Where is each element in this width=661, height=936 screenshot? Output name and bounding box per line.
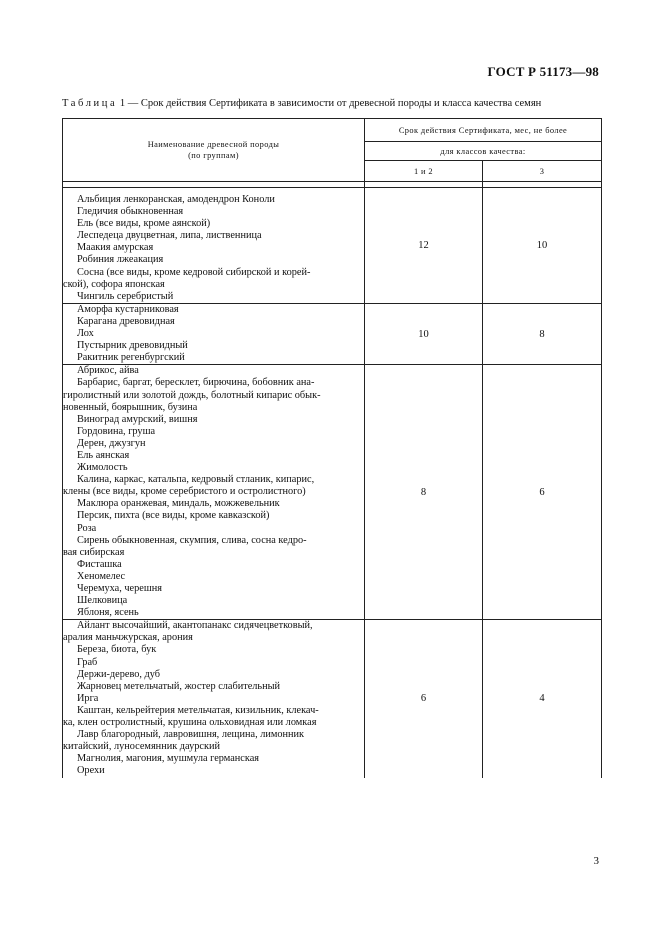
table-caption-number: 1 <box>119 98 126 109</box>
table-row <box>63 365 602 620</box>
species-line: Барбарис, баргат, бересклет, бирючина, бобовник ана- <box>77 377 315 389</box>
species-line: китайский, луносемянник даурский <box>63 741 220 753</box>
table-row <box>63 188 602 304</box>
species-list <box>63 188 365 304</box>
species-line: Чингиль серебристый <box>77 290 174 302</box>
species-line: ской), софора японская <box>63 278 165 290</box>
species-line: Шелковица <box>77 595 128 607</box>
species-line: Ель аянская <box>77 449 130 461</box>
species-line: Лавр благородный, лавровишня, лещина, лимонник <box>77 729 305 741</box>
species-line: ка, клен остролистный, крушина ольховидная или ломкая <box>63 717 317 729</box>
table-row <box>63 303 602 364</box>
term-column-header: Срок действия Сертификата, мес, не более <box>365 119 602 142</box>
species-line: Черемуха, черешня <box>77 583 163 594</box>
term-class-1-2: 10 <box>365 303 483 364</box>
species-line: Маакия амурская <box>77 242 154 254</box>
species-line: Яблоня, ясень <box>77 607 139 619</box>
species-line: Калина, каркас, катальпа, кедровый стланик, кипарис, <box>77 474 315 486</box>
species-line: Хеномелес <box>77 570 126 582</box>
species-header-line2: (по группам) <box>188 151 239 160</box>
species-list <box>63 365 365 620</box>
species-line: Сосна (все виды, кроме кедровой сибирской и корей- <box>77 266 311 278</box>
species-line: Каштан, кельрейтерия метельчатая, кизильник, клекач- <box>77 704 319 716</box>
class-1-2-header: 1 и 2 <box>365 161 483 182</box>
species-list <box>63 620 365 778</box>
document-code: ГОСТ Р 51173—98 <box>487 64 599 79</box>
species-line: Абрикос, айва <box>77 365 139 377</box>
species-line: Ирга <box>77 692 99 704</box>
species-line: Виноград амурский, вишня <box>77 413 198 425</box>
species-line: аралия маньчжурская, арония <box>63 632 193 644</box>
term-class-1-2: 8 <box>365 365 483 620</box>
species-line: Ель (все виды, кроме аянской) <box>77 218 211 230</box>
species-line: Держи-дерево, дуб <box>77 668 161 680</box>
certificate-term-table <box>62 118 602 778</box>
term-class-3: 8 <box>483 303 602 364</box>
page-number: 3 <box>593 855 599 867</box>
table-caption <box>62 98 602 109</box>
species-line: Жимолость <box>77 462 128 474</box>
species-line: Магнолия, магония, мушмула германская <box>77 753 260 765</box>
term-class-3: 6 <box>483 365 602 620</box>
term-class-3: 10 <box>483 188 602 304</box>
species-header-line1: Наименование древесной породы <box>147 140 280 149</box>
species-column-header <box>63 119 365 182</box>
species-line: Аморфа кустарниковая <box>77 303 179 315</box>
species-line: вая сибирская <box>63 546 125 558</box>
species-line: Персик, пихта (все виды, кроме кавказской) <box>77 510 270 522</box>
species-line: Гледичия обыкновенная <box>77 206 184 218</box>
class-subheader: для классов качества: <box>365 142 602 161</box>
species-line: Карагана древовидная <box>77 315 175 327</box>
table-row <box>63 620 602 778</box>
species-line: Граб <box>77 656 98 668</box>
term-class-3: 4 <box>483 620 602 778</box>
species-line: Пустырник древовидный <box>77 340 188 352</box>
species-line: Айлант высочайший, акантопанакс сидячецветковый, <box>77 620 313 632</box>
table-caption-label: Таблица <box>62 98 118 109</box>
species-list <box>63 303 365 364</box>
species-line: Фисташка <box>77 558 122 570</box>
species-line: Орехи <box>77 765 105 777</box>
species-line: Альбиция ленкоранская, амодендрон Коноли <box>77 194 275 205</box>
species-line: Сирень обыкновенная, скумпия, слива, сосна кедро- <box>77 534 307 546</box>
species-line: Лох <box>77 328 94 340</box>
species-line: Жарновец метельчатый, жостер слабительный <box>77 680 281 692</box>
term-class-1-2: 12 <box>365 188 483 304</box>
species-line: Ракитник регенбургский <box>77 352 185 364</box>
species-line: Роза <box>77 522 97 534</box>
species-line: новенный, боярышник, бузина <box>63 401 198 413</box>
species-line: гиролистный или золотой дождь, болотный кипарис обык- <box>63 389 321 401</box>
class-3-header: 3 <box>483 161 602 182</box>
table-caption-text: — Срок действия Сертификата в зависимости от древесной породы и класса качества семян <box>125 98 542 109</box>
species-line: Леспедеца двуцветная, липа, лиственница <box>77 230 262 242</box>
term-class-1-2: 6 <box>365 620 483 778</box>
species-line: Дерен, джузгун <box>77 437 146 449</box>
species-line: клены (все виды, кроме серебристого и остролистного) <box>63 486 306 498</box>
species-line: Береза, биота, бук <box>77 644 157 656</box>
species-line: Гордовина, груша <box>77 425 156 437</box>
species-line: Робиния лжеакация <box>77 254 164 266</box>
species-line: Маклюра оранжевая, миндаль, можжевельник <box>77 498 280 510</box>
